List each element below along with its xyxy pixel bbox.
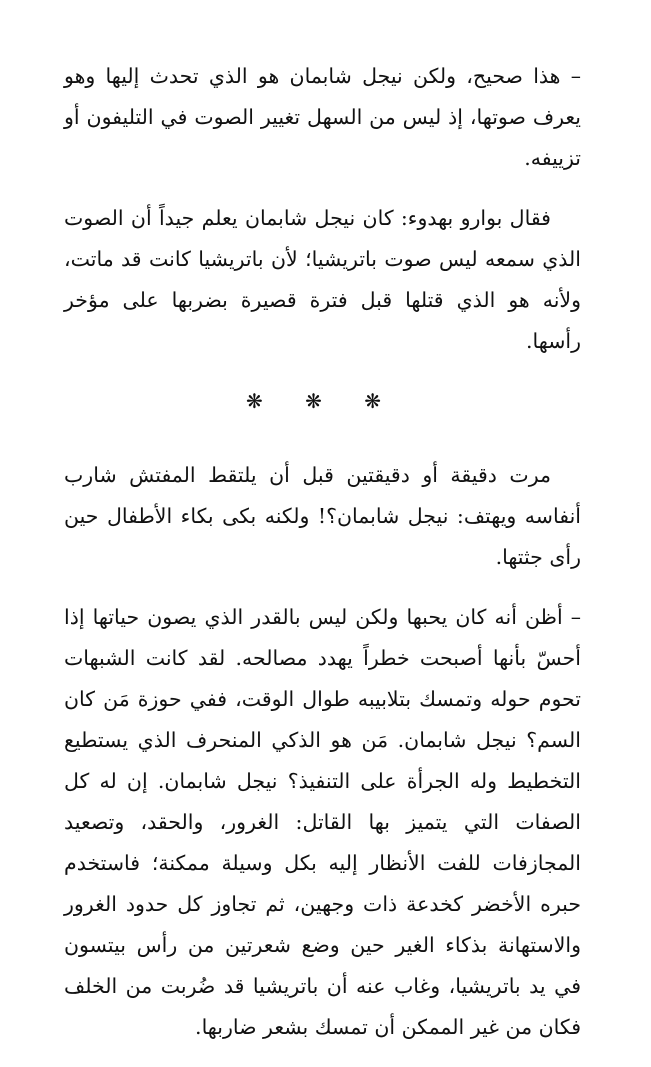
section-separator-asterisks: ❋ ❋ ❋ bbox=[246, 389, 399, 413]
paragraph-poirot-explanation: فقال بوارو بهدوء: كان نيجل شابمان يعلم جيداً أن الصوت الذي سمعه ليس صوت باتريشيا؛ لأن باتريشيا كانت قد ماتت، ولأنه هو الذي قتلها قبل فترة قصيرة بضربها على مؤخر رأسها. bbox=[64, 206, 581, 353]
book-page bbox=[64, 56, 581, 1067]
paragraph-inspector-reaction: مرت دقيقة أو دقيقتين قبل أن يلتقط المفتش شارب أنفاسه ويهتف: نيجل شابمان؟! ولكنه بكى بكاء الأطفال حين رأى جثتها. bbox=[64, 463, 581, 569]
paragraph-motive-analysis: – أظن أنه كان يحبها ولكن ليس بالقدر الذي يصون حياتها إذا أحسّ بأنها أصبحت خطراً يهدد مصالحه. لقد كانت الشبهات تحوم حوله وتمسك بتلابيبه طوال الوقت، ففي حوزة مَن كان السم؟ نيجل شابمان. مَن هو الذكي المنحرف الذي يستطيع التخطيط وله الجرأة على التنفيذ؟ نيجل شابمان. إن له كل الصفات التي يتميز بها القاتل: الغرور، والحقد، وتصعيد المجازفات للفت الأنظار إليه بكل وسيلة ممكنة؛ فاستخدم حبره الأخضر كخدعة ذات وجهين، ثم تجاوز كل حدود الغرور والاستهانة بذكاء الغير حين وضع شعرتين من رأس بيتسون في يد باتريشيا، وغاب عنه أن باتريشيا قد ضُربت من الخلف فكان من غير الممكن أن تمسك بشعر ضاربها. bbox=[64, 605, 581, 1039]
paragraph-dialogue-phone-voice: – هذا صحيح، ولكن نيجل شابمان هو الذي تحدث إليها وهو يعرف صوتها، إذ ليس من السهل تغيير الصوت في التليفون أو تزييفه. bbox=[64, 64, 581, 170]
